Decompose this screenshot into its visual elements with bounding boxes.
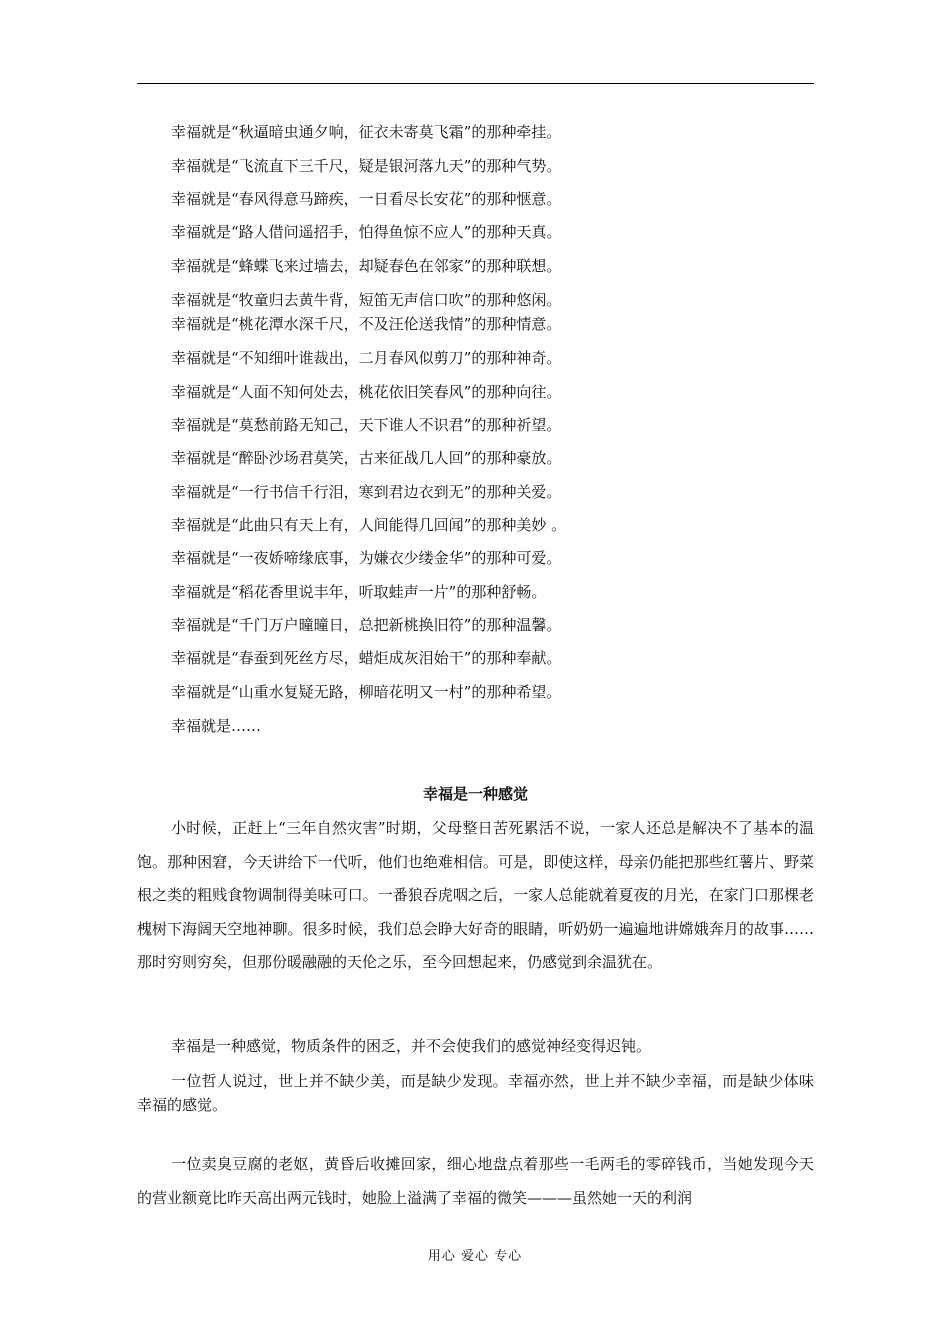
body-paragraph: 一位卖臭豆腐的老妪，黄昏后收摊回家，细心地盘点着那些一毛两毛的零碎钱币，当她发现今天的营业额竟比昨天高出两元钱时，她脸上溢满了幸福的微笑———虽然她一天的利润 xyxy=(137,1155,814,1207)
verse-line: 幸福就是“牧童归去黄牛背，短笛无声信口吹”的那种悠闲。 xyxy=(171,291,562,309)
header-rule xyxy=(137,83,814,84)
verse-line: 幸福就是“一夜娇啼缘底事，为嫌衣少缕金华”的那种可爱。 xyxy=(171,549,562,567)
verse-line: 幸福就是“人面不知何处去，桃花依旧笑春风”的那种向往。 xyxy=(171,383,562,401)
body-paragraph: 幸福是一种感觉，物质条件的困乏，并不会使我们的感觉神经变得迟钝。 xyxy=(171,1037,652,1055)
verse-line: 幸福就是“路人借问遥招手，怕得鱼惊不应人”的那种天真。 xyxy=(171,223,562,241)
section-title: 幸福是一种感觉 xyxy=(422,785,528,803)
body-paragraph: 一位哲人说过，世上并不缺少美，而是缺少发现。幸福亦然，世上并不缺少幸福，而是缺少体味幸福的感觉。 xyxy=(137,1072,814,1114)
verse-line: 幸福就是“蜂蝶飞来过墙去，却疑春色在邻家”的那种联想。 xyxy=(171,257,562,275)
verse-line: 幸福就是“醉卧沙场君莫笑，古来征战几人回”的那种豪放。 xyxy=(171,449,562,467)
verse-line: 幸福就是“一行书信千行泪，寒到君边衣到无”的那种关爱。 xyxy=(171,483,562,501)
verse-line: 幸福就是“春蚕到死丝方尽，蜡炬成灰泪始干”的那种奉献。 xyxy=(171,649,562,667)
verse-line: 幸福就是“山重水复疑无路，柳暗花明又一村”的那种希望。 xyxy=(171,683,562,701)
verse-line: 幸福就是“此曲只有天上有，人间能得几回闻”的那种美妙 。 xyxy=(171,516,567,534)
verse-line: 幸福就是“飞流直下三千尺，疑是银河落九天”的那种气势。 xyxy=(171,157,562,175)
verse-line: 幸福就是“不知细叶谁裁出，二月春风似剪刀”的那种神奇。 xyxy=(171,349,562,367)
verse-line: 幸福就是“春风得意马蹄疾，一日看尽长安花”的那种惬意。 xyxy=(171,190,562,208)
verse-line: 幸福就是“稻花香里说丰年，听取蛙声一片”的那种舒畅。 xyxy=(171,583,547,601)
verse-line: 幸福就是“莫愁前路无知己，天下谁人不识君”的那种祈望。 xyxy=(171,416,562,434)
body-paragraph: 小时候，正赶上“三年自然灾害”时期，父母整日苦死累活不说，一家人还总是解决不了基本的温饱。那种困窘，今天讲给下一代听，他们也绝难相信。可是，即使这样，母亲仍能把那些红薯片、野菜根之类的粗贱食物调制得美味可口。一番狼吞虎咽之后，一家人总能就着夏夜的月光，在家门口那棵老槐树下海阔天空地神聊。很多时候，我们总会睁大好奇的眼睛，听奶奶一遍遍地讲嫦娥奔月的故事……那时穷则穷矣，但那份暖融融的天伦之乐，至今回想起来，仍感觉到余温犹在。 xyxy=(137,819,814,971)
verse-line: 幸福就是…… xyxy=(171,717,262,735)
verse-line: 幸福就是“秋逼暗虫通夕响，征衣未寄莫飞霜”的那种牵挂。 xyxy=(171,123,562,141)
verse-line: 幸福就是“桃花潭水深千尺，不及汪伦送我情”的那种情意。 xyxy=(171,315,562,333)
page-footer: 用心 爱心 专心 xyxy=(427,1249,523,1264)
verse-line: 幸福就是“千门万户曈曈日，总把新桃换旧符”的那种温馨。 xyxy=(171,616,562,634)
